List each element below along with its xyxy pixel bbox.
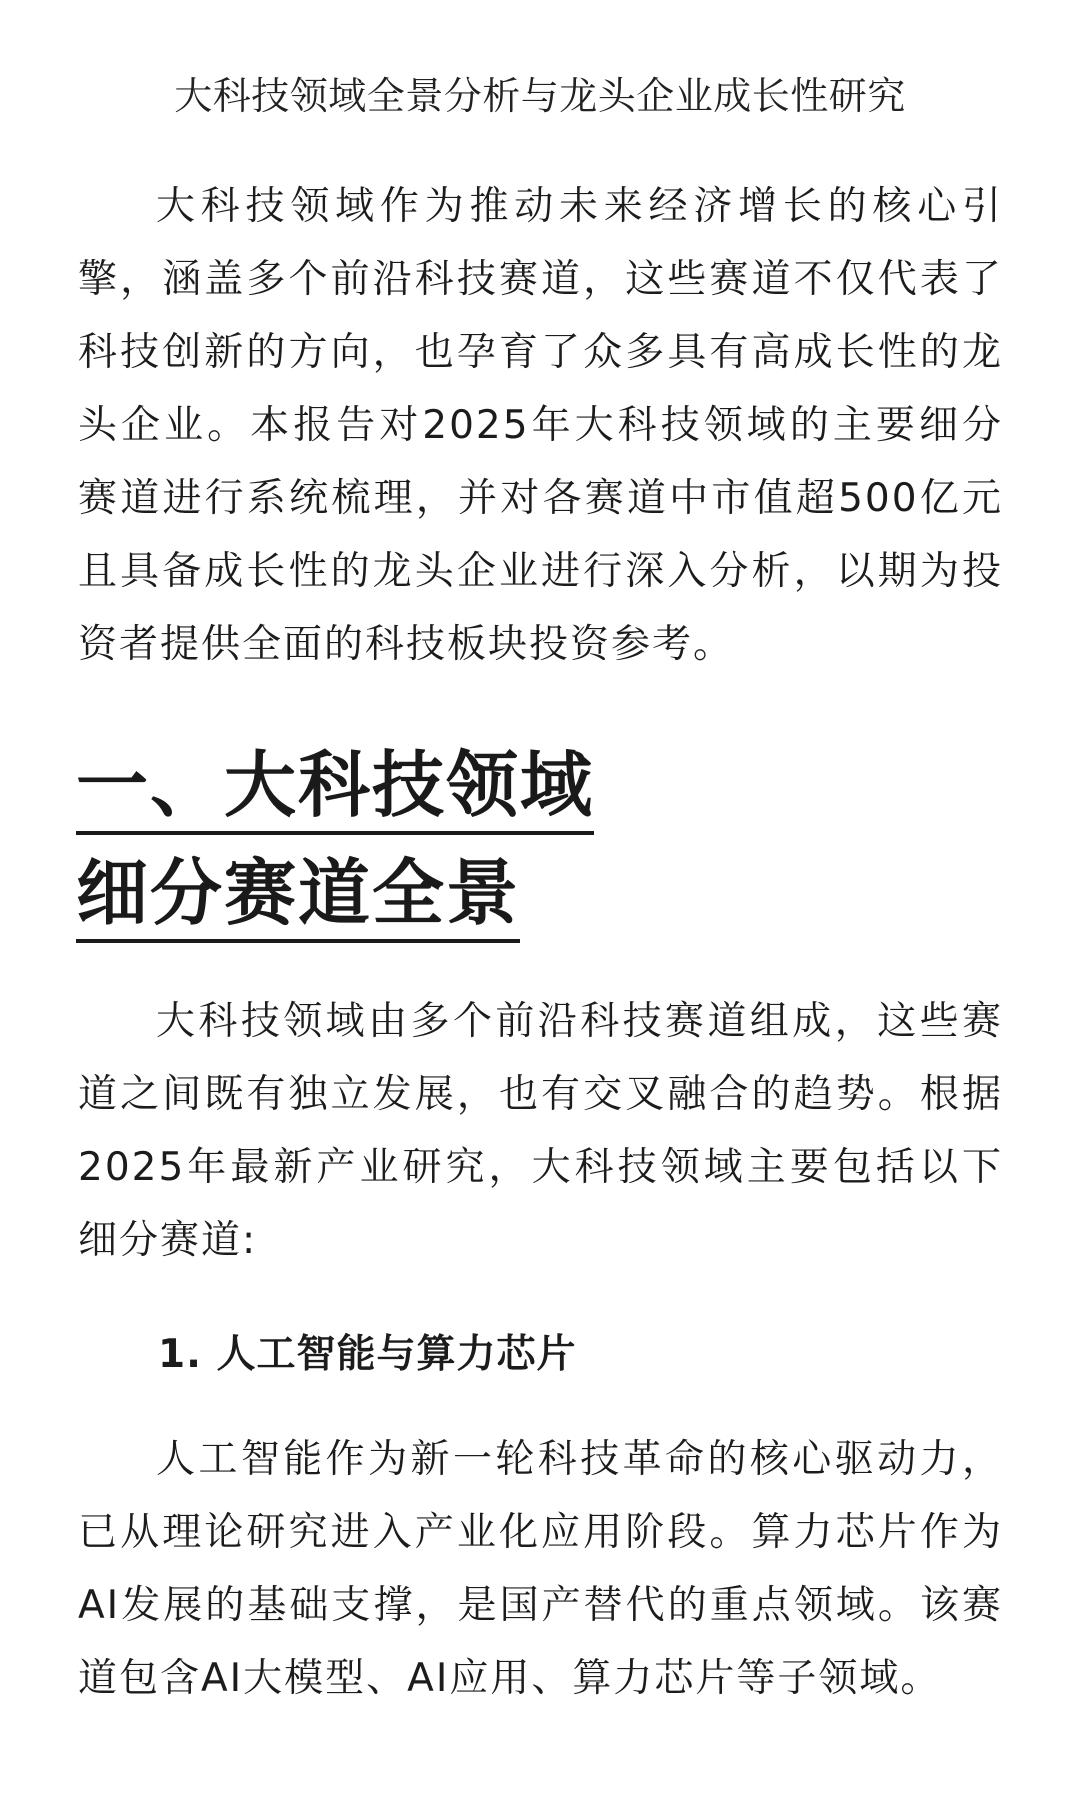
section-paragraph: 大科技领域由多个前沿科技赛道组成，这些赛道之间既有独立发展，也有交叉融合的趋势。根据2025年最新产业研究，大科技领域主要包括以下细分赛道: — [78, 999, 1003, 1263]
document-title: 大科技领域全景分析与龙头企业成长性研究 — [174, 74, 906, 118]
subsection-heading: 1. 人工智能与算力芯片 — [158, 1332, 577, 1377]
section-heading-line-2: 细分赛道全景 — [76, 849, 520, 943]
section-heading — [76, 735, 594, 951]
subsection-paragraph: 人工智能作为新一轮科技革命的核心驱动力，已从理论研究进入产业化应用阶段。算力芯片作为AI发展的基础支撑，是国产替代的重点领域。该赛道包含AI大模型、AI应用、算力芯片等子领域。 — [78, 1437, 1003, 1701]
section-heading-line-1: 一、大科技领域 — [76, 741, 594, 835]
intro-paragraph: 大科技领域作为推动未来经济增长的核心引擎，涵盖多个前沿科技赛道，这些赛道不仅代表了科技创新的方向，也孕育了众多具有高成长性的龙头企业。本报告对2025年大科技领域的主要细分赛道进行系统梳理，并对各赛道中市值超500亿元且具备成长性的龙头企业进行深入分析，以期为投资者提供全面的科技板块投资参考。 — [78, 184, 1003, 667]
